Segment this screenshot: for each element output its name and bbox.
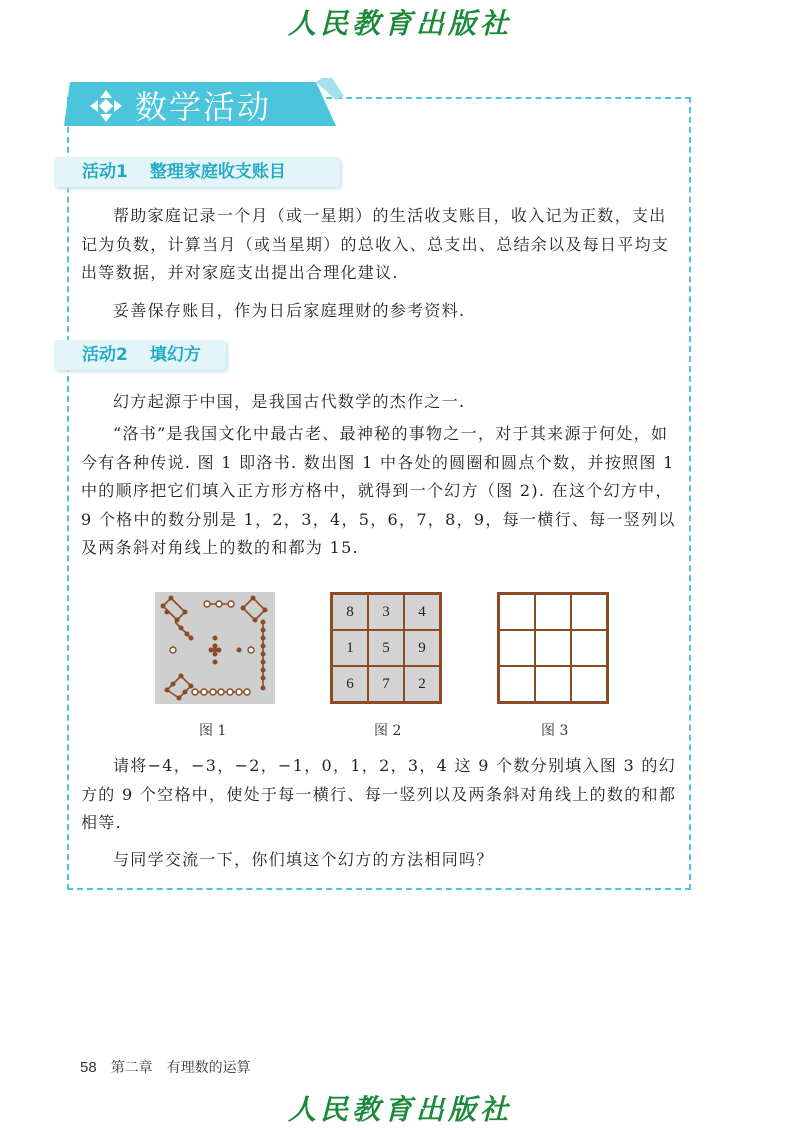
- activity2-discussion: 与同学交流一下，你们填这个幻方的方法相同吗？: [113, 850, 494, 869]
- empty-cell: [499, 630, 535, 666]
- empty-cell: [571, 594, 607, 630]
- section-label: 有理数的运算: [166, 1060, 251, 1076]
- activity1-title: 整理家庭收支账目: [149, 162, 286, 182]
- empty-cell: [499, 594, 535, 630]
- empty-cell: [535, 594, 571, 630]
- activity2-number: 活动2: [82, 345, 128, 365]
- empty-cell: [499, 666, 535, 702]
- activity2-task: 请将−4，−3，−2，−1，0，1，2，3，4 这 9 个数分别填入图 3 的幻方的 9 个空格中，使处于每一横行、每一竖列以及两条斜对角线上的数的和都相等.: [81, 756, 677, 832]
- grid-cell: 1: [332, 630, 368, 666]
- publisher-header: 人民教育出版社: [287, 7, 512, 40]
- page-number: 58: [80, 1059, 97, 1076]
- empty-cell: [571, 630, 607, 666]
- page-footer: [80, 1057, 251, 1077]
- luoshu-figure: [155, 592, 275, 704]
- publisher-footer: 人民教育出版社: [287, 1093, 512, 1126]
- grid-cell: 8: [332, 594, 368, 630]
- grid-cell: 5: [368, 630, 404, 666]
- empty-cell: [571, 666, 607, 702]
- activity1-tab: [54, 157, 340, 187]
- empty-cell: [535, 666, 571, 702]
- activity2-paragraph-2: “洛书”是我国文化中最古老、最神秘的事物之一，对于其来源于何处，如今有各种传说. 图 1 即洛书. 数出图 1 中各处的圆圈和圆点个数，并按照图 1 中的顺序把它们填入正方形方格中，就得到一个幻方（图 2). 在这个幻方中，9 个格中的数分别是 1，2，3，4，5，6，7，8，9，每一横行、每一竖列以及两条斜对角线上的数的和都为 15.: [81, 424, 676, 557]
- magic-square-empty: [497, 592, 609, 704]
- figure3-caption: 图 3: [541, 723, 569, 739]
- activity2-title: 填幻方: [149, 345, 201, 365]
- activity1-paragraph-1: 帮助家庭记录一个月（或一星期）的生活收支账目，收入记为正数，支出记为负数，计算当月（或当星期）的总收入、总支出、总结余以及每日平均支出等数据，并对家庭支出提出合理化建议.: [81, 206, 670, 282]
- chapter-label: 第二章: [110, 1060, 153, 1076]
- grid-cell: 9: [404, 630, 440, 666]
- figure2-caption: 图 2: [374, 723, 402, 739]
- empty-cell: [535, 630, 571, 666]
- grid-cell: 7: [368, 666, 404, 702]
- grid-cell: 3: [368, 594, 404, 630]
- activity2-paragraph-1: 幻方起源于中国，是我国古代数学的杰作之一.: [113, 392, 466, 411]
- section-title: 数学活动: [135, 88, 272, 126]
- grid-cell: 4: [404, 594, 440, 630]
- grid-cell: 2: [404, 666, 440, 702]
- diamond-arrows-icon: [88, 88, 124, 124]
- activity1-number: 活动1: [82, 162, 128, 182]
- activity2-tab: [54, 340, 226, 370]
- grid-cell: 6: [332, 666, 368, 702]
- figure1-caption: 图 1: [199, 723, 227, 739]
- activity1-paragraph-2: 妥善保存账目，作为日后家庭理财的参考资料.: [113, 301, 466, 320]
- magic-square-filled: [330, 592, 442, 704]
